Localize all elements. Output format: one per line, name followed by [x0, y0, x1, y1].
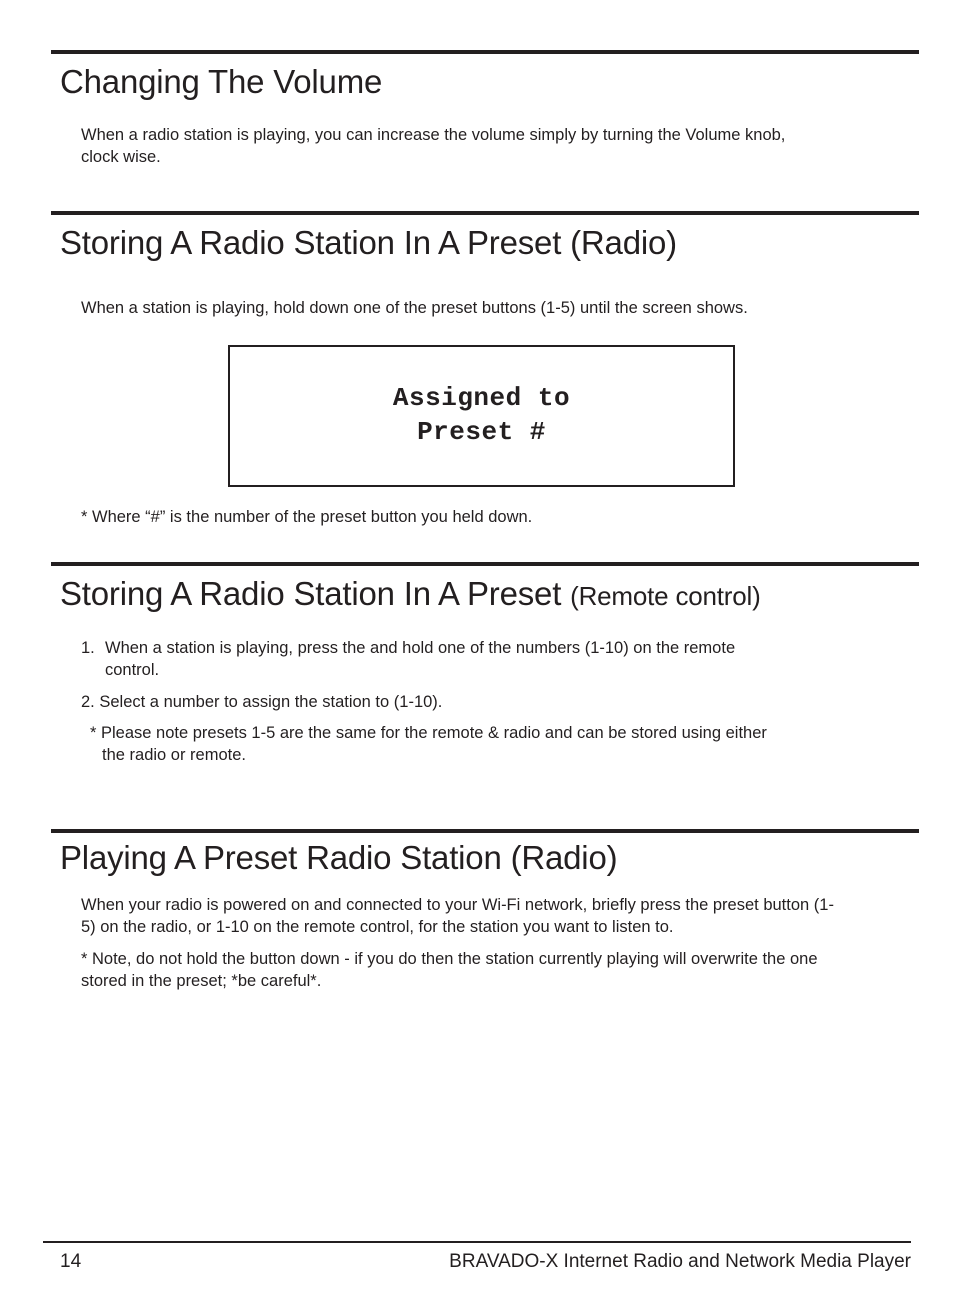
step-text: Select a number to assign the station to (1-10).	[99, 693, 443, 711]
note-preset-number: * Where “#” is the number of the preset button you held down.	[81, 508, 533, 526]
section-divider	[51, 562, 919, 566]
footer-divider	[43, 1241, 911, 1243]
section-title-play-preset: Playing A Preset Radio Station (Radio)	[60, 839, 618, 876]
section-title-main: Storing A Radio Station In A Preset	[60, 575, 562, 612]
step-number: 1.	[81, 639, 95, 657]
paragraph-store-preset: When a station is playing, hold down one of the preset buttons (1-5) until the screen shows.	[81, 299, 748, 317]
footer-product-name: BRAVADO-X Internet Radio and Network Media Player	[449, 1251, 911, 1272]
step-text: When a station is playing, press the and hold one of the numbers (1-10) on the remote control.	[105, 639, 736, 679]
note-presets-shared: * Please note presets 1-5 are the same for the remote & radio and can be stored using either the radio or remote.	[90, 724, 767, 764]
note-do-not-hold: * Note, do not hold the button down - if you do then the station currently playing will overwrite the one stored in the preset; *be careful*.	[81, 950, 818, 990]
section-divider	[51, 50, 919, 54]
paragraph-play-preset: When your radio is powered on and connected to your Wi-Fi network, briefly press the preset button (1-5) on the radio, or 1-10 on the remote control, for the station you want to listen to.	[81, 896, 834, 936]
section-title-changing-volume: Changing The Volume	[60, 63, 383, 100]
paragraph-volume: When a radio station is playing, you can increase the volume simply by turning the Volume knob, clock wise.	[81, 126, 786, 166]
step-item-1	[81, 637, 791, 681]
lcd-line-2: Preset #	[417, 417, 546, 447]
section-title-suffix: (Remote control)	[570, 581, 761, 611]
lcd-line-1: Assigned to	[392, 383, 571, 413]
section-title-store-preset-radio: Storing A Radio Station In A Preset (Radio)	[60, 224, 677, 261]
lcd-display-illustration	[228, 345, 735, 487]
step-number: 2.	[81, 693, 95, 711]
section-divider	[51, 829, 919, 833]
section-title-store-preset-remote	[60, 574, 761, 616]
step-item-2	[81, 691, 851, 713]
section-divider	[51, 211, 919, 215]
page-number: 14	[60, 1251, 82, 1272]
